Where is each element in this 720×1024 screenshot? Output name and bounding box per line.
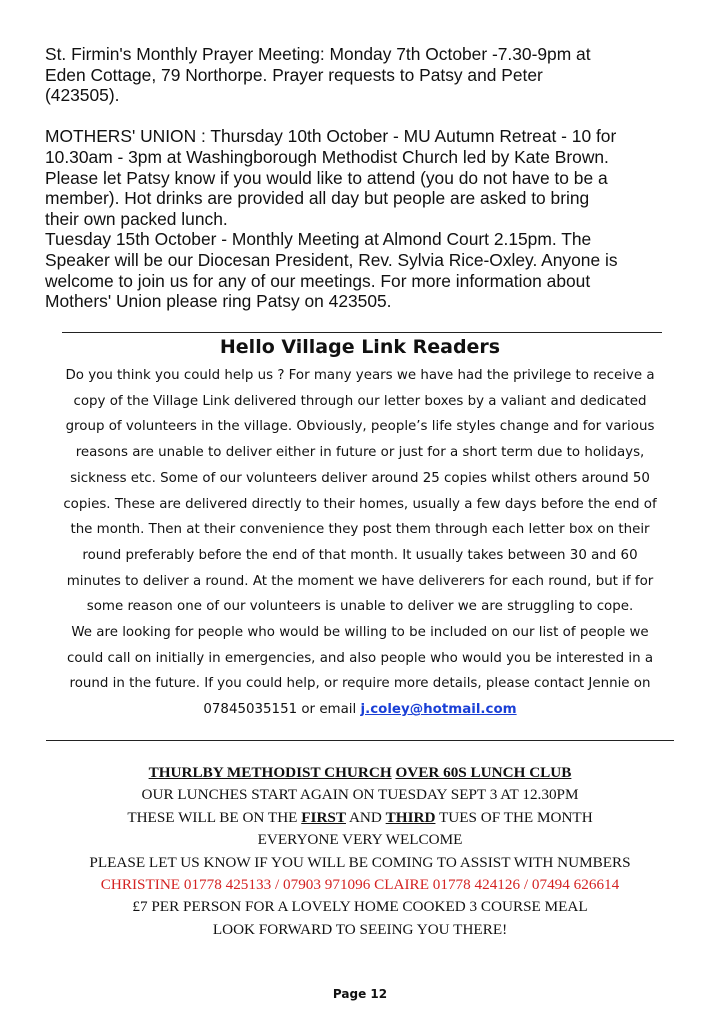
price-line: £7 PER PERSON FOR A LOVELY HOME COOKED 3 COURSE MEAL	[132, 898, 588, 916]
notice-line: St. Firmin's Monthly Prayer Meeting: Monday 7th October -7.30-9pm at	[45, 44, 591, 64]
lunch-club-section	[0, 762, 720, 941]
notice-line: their own packed lunch.	[45, 208, 228, 229]
first-emphasis: FIRST	[301, 808, 346, 826]
section-divider	[46, 740, 674, 741]
notice-line: Tuesday 15th October - Monthly Meeting at Almond Court 2.15pm. The	[45, 229, 592, 250]
notice-line: 10.30am - 3pm at Washingborough Methodist Church led by Kate Brown.	[45, 146, 609, 167]
notice-line: member). Hot drinks are provided all day but people are asked to bring	[45, 188, 590, 209]
contact-line	[40, 697, 680, 723]
village-link-body	[40, 363, 680, 723]
body-line: the month. Then at their convenience they post them through each letter box on their	[70, 522, 650, 538]
body-line: some reason one of our volunteers is unable to deliver we are struggling to cope.	[86, 599, 634, 615]
notice-line: Speaker will be our Diocesan President, Rev. Sylvia Rice-Oxley. Anyone is	[45, 249, 618, 270]
section-divider	[62, 332, 662, 333]
notice-line: Mothers' Union please ring Patsy on 423505.	[45, 291, 392, 312]
third-emphasis: THIRD	[385, 808, 436, 826]
notice-line: (423505).	[45, 85, 120, 106]
body-line: Do you think you could help us ? For many years we have had the privilege to receive a	[65, 368, 655, 383]
body-line: round preferably before the end of that month. It usually takes between 30 and 60	[82, 547, 638, 563]
body-line: group of volunteers in the village. Obviously, people’s life styles change and for various	[65, 419, 655, 435]
lunch-club-title	[0, 762, 720, 784]
welcome-line: EVERYONE VERY WELCOME	[257, 831, 463, 849]
mothers-union-notice	[45, 126, 685, 311]
assist-line: PLEASE LET US KNOW IF YOU WILL BE COMING TO ASSIST WITH NUMBERS	[89, 853, 631, 871]
notice-line: Please let Patsy know if you would like to attend (you do not have to be a	[45, 167, 608, 188]
prayer-meeting-notice	[45, 44, 685, 106]
notice-line: welcome to join us for any of our meetings. For more information about	[45, 270, 591, 291]
contact-phone-text: 07845035151 or email	[203, 702, 361, 718]
page-number: Page 12	[332, 987, 388, 1001]
contact-numbers: CHRISTINE 01778 425133 / 07903 971096 CLAIRE 01778 424126 / 07494 626614	[100, 876, 620, 894]
body-line: copies. These are delivered directly to their homes, usually a few days before the end of	[63, 496, 657, 512]
body-line: sickness etc. Some of our volunteers deliver around 25 copies whilst others around 50	[70, 470, 650, 486]
village-link-title: Hello Village Link Readers	[219, 336, 501, 358]
body-line: minutes to deliver a round. At the moment we have deliverers for each round, but if for	[66, 573, 654, 589]
notice-line: MOTHERS' UNION : Thursday 10th October - MU Autumn Retreat - 10 for	[45, 126, 617, 147]
body-line: could call on initially in emergencies, and also people who would you be interested in a	[66, 650, 654, 666]
body-line: round in the future. If you could help, or require more details, please contact Jennie on	[69, 676, 651, 692]
club-name: OVER 60S LUNCH CLUB	[395, 764, 572, 781]
lunch-schedule-line: THESE WILL BE ON THE FIRST AND THIRD TUES OF THE MONTH	[127, 808, 593, 826]
notices-section	[45, 44, 685, 312]
closing-line: LOOK FORWARD TO SEEING YOU THERE!	[212, 920, 508, 938]
church-name: THURLBY METHODIST CHURCH	[148, 764, 392, 781]
body-line: copy of the Village Link delivered through our letter boxes by a valiant and dedicated	[73, 393, 647, 409]
contact-email-link[interactable]: j.coley@hotmail.com	[360, 702, 517, 718]
body-line: We are looking for people who would be willing to be included on our list of people we	[71, 625, 649, 641]
village-link-paragraph	[40, 363, 680, 723]
lunch-start-line: OUR LUNCHES START AGAIN ON TUESDAY SEPT 3 AT 12.30PM	[141, 786, 579, 804]
notice-line: Eden Cottage, 79 Northorpe. Prayer requests to Patsy and Peter	[45, 64, 543, 85]
body-line: reasons are unable to deliver either in future or just for a short term due to holidays,	[75, 445, 645, 461]
